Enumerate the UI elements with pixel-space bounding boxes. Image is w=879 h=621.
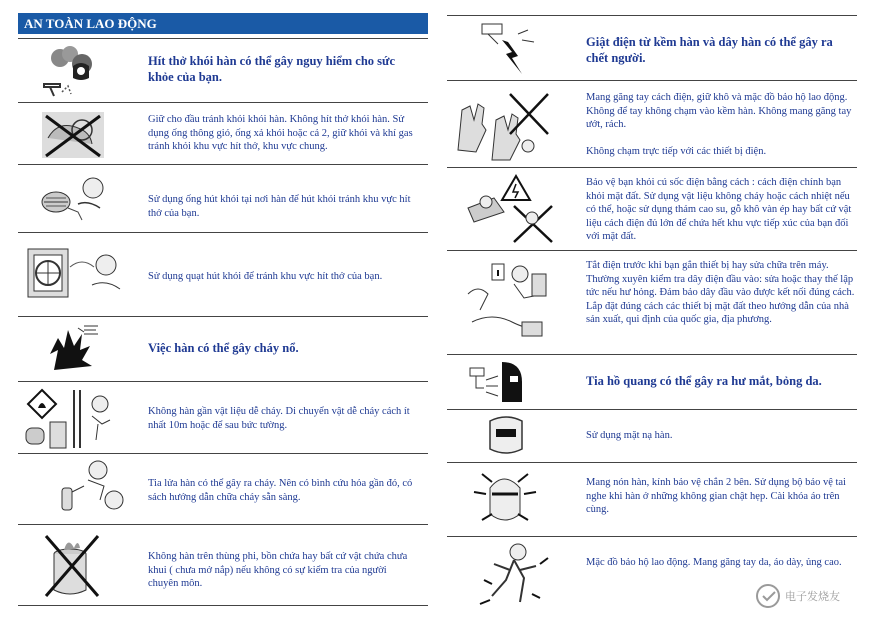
section-header: AN TOÀN LAO ĐỘNG: [18, 13, 428, 34]
face-protection-icon: [470, 468, 540, 532]
electric-shock-icon: [478, 18, 538, 78]
insulated-gloves-icon: [452, 90, 552, 162]
section-text: Mặc đồ bảo hộ lao động. Mang găng tay da, áo dày, ủng cao.: [586, 557, 842, 568]
divider: [447, 15, 857, 16]
explosion-icon: [44, 320, 104, 376]
divider: [18, 102, 428, 103]
watermark-text: 电子发烧友: [785, 590, 840, 603]
fume-extractor-icon: [38, 172, 108, 224]
section-text: Mang nón hàn, kính bảo vệ chắn 2 bên. Sử dụng bộ bảo vệ tai nghe khi hàn ở những không gian chật hẹp. Cài khóa áo trên cùng.: [586, 477, 846, 515]
no-breathing-fume-icon: [38, 108, 108, 162]
section-text: Không hàn trên thùng phi, bồn chứa hay bất cứ vật chứa chưa khui ( chưa mở nắp) nếu không có sự kiểm tra của người chuyên môn.: [148, 551, 408, 589]
fume-hazard-icon: [40, 44, 100, 100]
section-text: Bảo vệ bạn khỏi cú sốc điện bằng cách : cách điện chính bạn khỏi mặt đất. Sử dụng vật liệu không cháy hoặc cách nhiệt nếu có thể, hoặc sử dụng thảm cao su, gỗ khô vàn ép hay bất cứ vật liệu cách điện đủ lớn để chứa hết khu vực tiếp xúc của bạn đối với mặt đất.: [586, 177, 852, 242]
section-text: Tia lửa hàn có thể gây ra cháy. Nên có bình cứu hỏa gần đó, có sách hướng dẫn chữa cháy sẵn sàng.: [148, 478, 413, 503]
divider: [447, 354, 857, 355]
section-heading: Việc hàn có thể gây cháy nổ.: [148, 341, 299, 355]
exhaust-fan-icon: [22, 239, 132, 307]
divider: [447, 409, 857, 410]
divider: [18, 232, 428, 233]
section-text: Sử dụng mặt nạ hàn.: [586, 430, 673, 441]
watermark-logo-icon: [755, 583, 785, 609]
section-text: Mang găng tay cách điện, giữ khô và mặc đồ bảo hộ lao động. Không để tay không chạm vào kềm hàn. Không mang găng tay ướt, rách. Không chạm trực tiếp với các thiết bị điện.: [586, 92, 852, 157]
divider: [18, 453, 428, 454]
section-text: Tắt điện trước khi bạn gắn thiết bị hay sửa chữa trên máy. Thường xuyên kiểm tra dây điện đầu vào: sửa hoặc thay thế lập tức nếu hư hỏng. Đảm bảo dây đầu vào được kết nối đúng cách. Lắp đặt đúng cách các thiết bị mặt đất theo hướng dẫn của nhà sản xuất, qui định của quốc gia, địa phương.: [586, 260, 855, 325]
divider: [18, 316, 428, 317]
divider: [447, 250, 857, 251]
welding-mask-icon: [486, 413, 526, 457]
divider: [18, 381, 428, 382]
divider: [447, 536, 857, 537]
section-text: Không hàn gần vật liệu dễ cháy. Di chuyển vật dễ cháy cách ít nhất 10m hoặc để sau bức tường.: [148, 406, 410, 431]
section-heading: Giật điện từ kềm hàn và dây hàn có thể gây ra chết người.: [586, 35, 833, 65]
fire-extinguisher-icon: [58, 458, 132, 520]
flammable-material-icon: [22, 386, 122, 450]
divider: [18, 38, 428, 39]
power-off-icon: [462, 256, 554, 346]
ground-insulation-icon: [464, 172, 556, 246]
section-heading: Tia hồ quang có thể gây ra hư mắt, bỏng da.: [586, 374, 822, 388]
section-text: Sử dụng ống hút khói tại nơi hàn để hút khói tránh khu vực hít thở của bạn.: [148, 194, 411, 219]
divider: [447, 80, 857, 81]
protective-clothing-icon: [470, 540, 560, 616]
section-text: Giữ cho đầu tránh khỏi khói hàn. Không hít thở khói hàn. Sử dụng ống thông gió, ống xả khói hoặc cả 2, giữ khói và khí gas tránh khỏi khu vực hít thở, khu vực chung.: [148, 114, 413, 152]
divider: [447, 167, 857, 168]
arc-ray-icon: [466, 358, 526, 406]
divider: [18, 164, 428, 165]
section-text: Sử dụng quạt hút khói để tránh khu vực hít thở của bạn.: [148, 271, 383, 282]
no-welding-drum-icon: [40, 530, 104, 602]
section-heading: Hít thở khói hàn có thể gây nguy hiểm cho sức khỏe của bạn.: [148, 54, 396, 84]
divider: [18, 524, 428, 525]
divider: [18, 605, 428, 606]
divider: [447, 462, 857, 463]
watermark: [755, 583, 865, 611]
